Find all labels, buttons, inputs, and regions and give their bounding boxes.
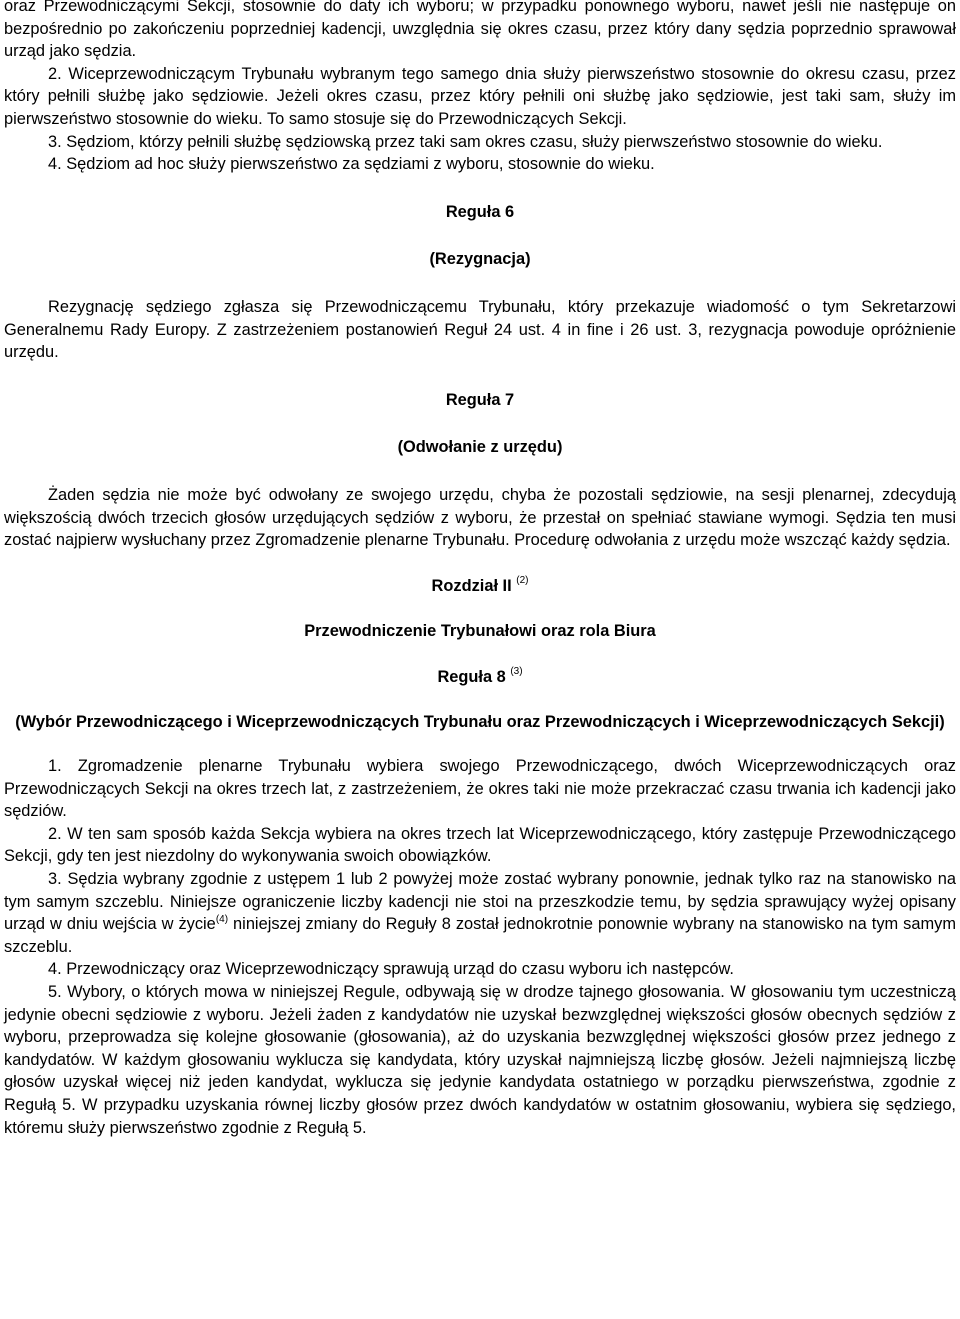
rule7-text: Żaden sędzia nie może być odwołany ze swojego urzędu, chyba że pozostali sędziowie, na sesji plenarnej, zdecydują większością dwóch trzecich głosów urzędujących sędziów z wyboru, że przestał on spełniać stawiane wymogi. Sędzia ten musi zostać najpierw wysłuchany przez Zgromadzenie plenarne Trybunału. Procedurę odwołania z urzędu może wszcząć każdy sędzia. xyxy=(4,485,956,550)
spacer xyxy=(4,364,956,389)
rule5-paragraph-3: 3. Sędziom, którzy pełnili służbę sędziowską przez taki sam okres czasu, służy pierwszeństwo stosownie do wieku. xyxy=(48,132,883,151)
rule8-paragraph-5: 5. Wybory, o których mowa w niniejszej Regule, odbywają się w drodze tajnego głosowania. W głosowaniu tym uczestniczą jedynie obecni sędziowie z wyboru. Jeżeli żaden z kandydatów nie uzyskał bezwzględnej większości głosów obecnych sędziów z wyboru, przeprowadza się kolejne głosowanie (głosowania), aż do uzyskania bezwzględnej większości głosów przez jednego z kandydatów. W każdym głosowaniu wyklucza się kandydata, który uzyskał najmniejszą liczbę głosów. Jeżeli najmniejszą liczbę głosów uzyskał więcej niż jeden kandydat, wyklucza się jedynie kandydata ostatniego w porządku pierwszeństwa, zgodnie z Regułą 5. W przypadku uzyskania równej liczby głosów przez dwóch kandydatów w ostatnim głosowaniu, wybiera się sędziego, któremu służy pierwszeństwo zgodnie z Regułą 5. xyxy=(4,983,956,1137)
rule5-paragraph-4: 4. Sędziom ad hoc służy pierwszeństwo za sędziami z wyboru, stosownie do wieku. xyxy=(48,155,655,174)
spacer xyxy=(4,552,956,575)
rule8-subtitle: (Wybór Przewodniczącego i Wiceprzewodniczących Trybunału oraz Przewodniczących i Wiceprzewodniczących Sekcji) xyxy=(15,713,945,732)
rule8-title-text: Reguła 8 xyxy=(437,667,506,686)
rule7-title: Reguła 7 xyxy=(445,390,515,409)
chapter2-title-text: Rozdział II xyxy=(431,576,512,595)
spacer xyxy=(4,459,956,484)
rule5-continuation: oraz Przewodniczącymi Sekcji, stosownie do daty ich wyboru; w przypadku ponownego wyboru, nawet jeśli nie następuje on bezpośrednio po zakończeniu poprzedniej kadencji, uwzględnia się okres czasu, przez który dany sędzia poprzednio sprawował urząd jako sędzia. xyxy=(4,0,956,61)
spacer xyxy=(4,597,956,620)
rule8-paragraph-4: 4. Przewodniczący oraz Wiceprzewodniczący sprawują urząd do czasu wyboru ich następców. xyxy=(48,960,734,979)
rule8-footnote-ref-4: (4) xyxy=(215,914,229,926)
spacer xyxy=(4,176,956,201)
rule8-title xyxy=(4,666,956,689)
rule8-paragraph-1: 1. Zgromadzenie plenarne Trybunału wybiera swojego Przewodniczącego, dwóch Wiceprzewodniczących oraz Przewodniczących Sekcji na okres trzech lat, z zastrzeżeniem, że okres taki nie może przekraczać czasu trwania ich kadencji jako sędziów. xyxy=(4,757,956,821)
rule5-paragraph-2: 2. Wiceprzewodniczącym Trybunału wybranym tego samego dnia służy pierwszeństwo stosownie do okresu czasu, przez który pełnili służbę jako sędziowie. Jeżeli okres czasu, przez który pełnili oni służbę jako sędziowie, jest taki sam, służy im pierwszeństwo stosownie do wieku. To samo stosuje się do Przewodniczących Sekcji. xyxy=(4,64,956,128)
rule8-paragraph-2: 2. W ten sam sposób każda Sekcja wybiera na okres trzech lat Wiceprzewodniczącego, który zastępuje Przewodniczącego Sekcji, gdy ten jest niezdolny do wykonywania swoich obowiązków. xyxy=(4,824,956,866)
spacer xyxy=(4,271,956,296)
chapter2-subtitle: Przewodniczenie Trybunałowi oraz rola Biura xyxy=(304,622,656,641)
chapter2-title xyxy=(4,575,956,598)
rule6-title: Reguła 6 xyxy=(445,202,515,221)
rule7-subtitle: (Odwołanie z urzędu) xyxy=(397,438,563,457)
rule8-paragraph-3-part-b: niniejszej zmiany do Reguły 8 został jednokrotnie ponownie wybrany na stanowisko na tym samym szczeblu. xyxy=(4,915,956,956)
rule6-subtitle: (Rezygnacja) xyxy=(429,250,531,269)
spacer xyxy=(4,223,956,248)
spacer xyxy=(4,734,956,755)
spacer xyxy=(4,643,956,666)
rule8-footnote-ref: (3) xyxy=(510,665,523,677)
chapter2-footnote-ref: (2) xyxy=(516,574,529,586)
spacer xyxy=(4,411,956,436)
rule8-paragraph-3 xyxy=(4,868,956,958)
rule6-text: Rezygnację sędziego zgłasza się Przewodniczącemu Trybunału, który przekazuje wiadomość o tym Sekretarzowi Generalnemu Rady Europy. Z zastrzeżeniem postanowień Reguł 24 ust. 4 in fine i 26 ust. 3, rezygnacja powoduje opróżnienie urzędu. xyxy=(4,297,956,362)
rule8-paragraph-3-part-a: 3. Sędzia wybrany zgodnie z ustępem 1 lub 2 powyżej może zostać wybrany ponownie, jednak tylko raz na stanowisko na tym samym szczeblu. Niniejsze ograniczenie liczby kadencji nie stoi na przeszkodzie temu, by sędzia sprawujący wyżej opisany urząd w dniu wejścia w życie xyxy=(4,870,956,934)
spacer xyxy=(4,688,956,711)
